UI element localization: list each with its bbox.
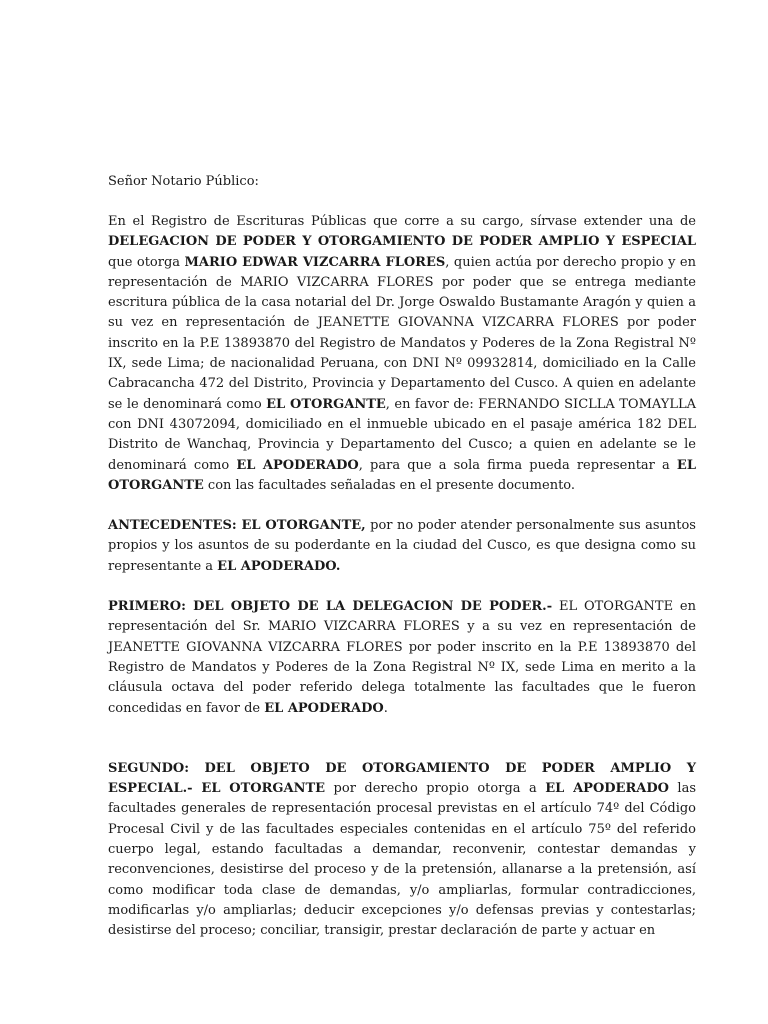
segundo-apoderado-bold: EL APODERADO bbox=[545, 781, 669, 797]
intro-text-2: que otorga bbox=[108, 254, 185, 270]
intro-text-1: En el Registro de Escrituras Públicas que corre a su cargo, sírvase extender una de bbox=[108, 214, 696, 229]
el-otorgante-bold-2: EL OTORGANTE bbox=[108, 457, 696, 493]
segundo-paragraph bbox=[108, 759, 696, 942]
document-title-bold: DELEGACION DE PODER Y OTORGAMIENTO DE PODER AMPLIO Y ESPECIAL bbox=[108, 234, 696, 250]
primero-text-1: EL OTORGANTE en representación del Sr. MARIO VIZCARRA FLORES y a su vez en representación de JEANETTE GIOVANNA VIZCARRA FLORES por poder inscrito en la P.E 13893870 del Registro de Mandatos y Poderes de la Zona Registral Nº IX, sede Lima en merito a la cláusula octava del poder referido delega totalmente las facultades que le fueron concedidas en favor de bbox=[108, 599, 696, 716]
antecedentes-text-1: por no poder atender personalmente sus asuntos propios y los asuntos de su poderdante en la ciudad del Cusco, es que designa como su representante a bbox=[108, 518, 696, 574]
antecedentes-apoderado-bold: EL APODERADO. bbox=[217, 558, 341, 574]
el-apoderado-bold: EL APODERADO bbox=[236, 457, 359, 473]
antecedentes-heading: ANTECEDENTES: EL OTORGANTE, bbox=[108, 518, 366, 534]
intro-text-3: , quien actúa por derecho propio y en representación de MARIO VIZCARRA FLORES por poder que se entrega mediante escritura pública de la casa notarial del Dr. Jorge Oswaldo Bustamante Aragón y quien a su vez en representación de JEANETTE GIOVANNA VIZCARRA FLORES por poder inscrito en la P.E 13893870 del Registro de Mandatos y Poderes de la Zona Registral Nº IX, sede Lima; de nacionalidad Peruana, con DNI Nº 09932814, domiciliado en la Calle Cabracancha 472 del Distrito, Provincia y Departamento del Cusco. A quien en adelante se le denominará como bbox=[108, 254, 696, 412]
intro-text-6: con las facultades señaladas en el presente documento. bbox=[203, 477, 576, 493]
primero-paragraph bbox=[108, 597, 696, 719]
el-otorgante-bold: EL OTORGANTE bbox=[266, 396, 386, 412]
segundo-heading: SEGUNDO: DEL OBJETO DE OTORGAMIENTO DE PODER AMPLIO Y ESPECIAL.- EL OTORGANTE bbox=[108, 760, 696, 797]
intro-text-5: , para que a sola firma pueda representar a bbox=[358, 457, 677, 473]
grantor-name-bold: MARIO EDWAR VIZCARRA FLORES bbox=[184, 254, 446, 270]
antecedentes-paragraph bbox=[108, 516, 696, 577]
primero-text-2: . bbox=[383, 700, 388, 716]
intro-text-4: , en favor de: FERNANDO SICLLA TOMAYLLA con DNI 43072094, domiciliado en el inmueble ubicado en el pasaje américa 182 DEL Distrito de Wanchaq, Provincia y Departamento del Cusco; a quien en adelante se le denominará como bbox=[108, 396, 696, 473]
segundo-text-1: por derecho propio otorga a bbox=[325, 781, 546, 797]
primero-apoderado-bold: EL APODERADO bbox=[264, 700, 384, 716]
primero-heading: PRIMERO: DEL OBJETO DE LA DELEGACION DE PODER.- bbox=[108, 599, 553, 615]
intro-paragraph bbox=[108, 212, 696, 496]
salutation: Señor Notario Público: bbox=[108, 174, 259, 189]
segundo-text-2: las facultades generales de representación procesal previstas en el artículo 74º del Código Procesal Civil y de las facultades especiales contenidas en el artículo 75º del referido cuerpo legal, estando facultadas a demandar, reconvenir, contestar demandas y reconvenciones, desistirse del proceso y de la pretensión, allanarse a la pretensión, así como modificar toda clase de demandas, y/o ampliarlas, formular contradicciones, modificarlas y/o ampliarlas; deducir excepciones y/o defensas previas y contestarlas; desistirse del proceso; conciliar, transigir, prestar declaración de parte y actuar en bbox=[108, 781, 696, 939]
